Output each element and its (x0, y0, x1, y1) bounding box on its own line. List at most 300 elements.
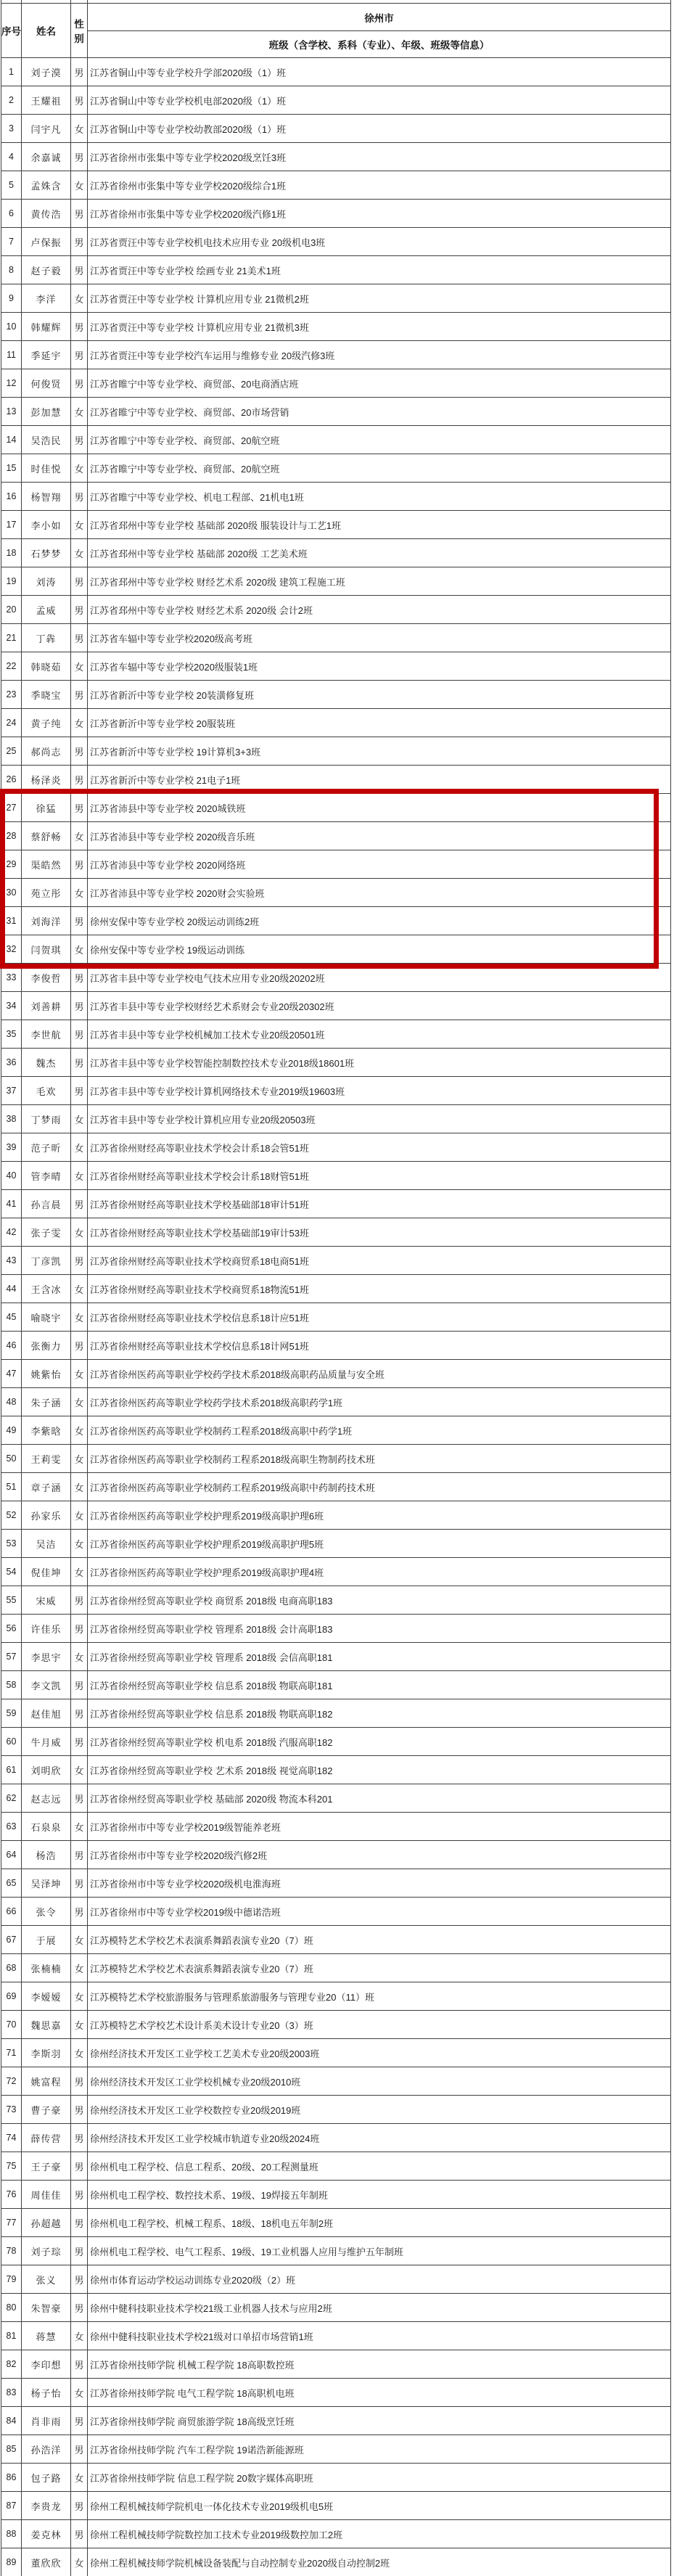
table-row (1, 2237, 671, 2265)
gender-cell: 男 (71, 1049, 88, 1077)
table-row (1, 1133, 671, 1162)
table-row (1, 1105, 671, 1133)
gender-cell: 男 (71, 2492, 88, 2520)
table-row (1, 1190, 671, 1218)
table-row (1, 1586, 671, 1615)
class-info-cell: 江苏省贾汪中等专业学校汽车运用与维修专业 20级汽修3班 (88, 341, 671, 369)
student-name-cell: 曹子豪 (22, 2096, 71, 2124)
row-number-cell: 30 (1, 879, 22, 907)
gender-cell: 男 (71, 86, 88, 115)
gender-cell: 女 (71, 879, 88, 907)
class-info-cell: 江苏省徐州财经高等职业技术学校基础部18审计51班 (88, 1190, 671, 1218)
student-name-cell: 吴洁 (22, 1530, 71, 1558)
class-info-cell: 江苏省徐州经贸高等职业学校 信息系 2018级 物联高职181 (88, 1671, 671, 1699)
class-info-cell: 江苏省丰县中等专业学校电气技术应用专业20级20202班 (88, 964, 671, 992)
gender-cell: 女 (71, 1530, 88, 1558)
student-name-cell: 刘涛 (22, 567, 71, 596)
gender-cell: 男 (71, 1615, 88, 1643)
gender-cell: 男 (71, 1190, 88, 1218)
gender-cell: 女 (71, 2322, 88, 2350)
student-name-cell: 孟姝含 (22, 171, 71, 200)
student-name-cell: 季晓宝 (22, 681, 71, 709)
row-number-cell: 89 (1, 2548, 22, 2576)
student-name-cell: 王子豪 (22, 2152, 71, 2181)
table-row (1, 2096, 671, 2124)
class-info-cell: 江苏省丰县中等专业学校财经艺术系财会专业20级20302班 (88, 992, 671, 1020)
table-row (1, 454, 671, 483)
table-row (1, 1869, 671, 1898)
row-number-cell: 64 (1, 1841, 22, 1869)
row-number-cell: 65 (1, 1869, 22, 1898)
gender-cell: 女 (71, 2011, 88, 2039)
gender-cell: 男 (71, 1671, 88, 1699)
row-number-cell: 36 (1, 1049, 22, 1077)
table-row (1, 2407, 671, 2435)
class-info-cell: 徐州安保中等专业学校 20级运动训练2班 (88, 907, 671, 935)
row-number-cell: 39 (1, 1133, 22, 1162)
class-info-cell: 江苏模特艺术学校艺术表演系舞蹈表演专业20（7）班 (88, 1926, 671, 1954)
gender-cell: 女 (71, 1445, 88, 1473)
gender-cell: 男 (71, 228, 88, 256)
gender-cell: 男 (71, 426, 88, 454)
gender-cell: 女 (71, 1218, 88, 1247)
student-name-cell: 杨智翔 (22, 483, 71, 511)
row-number-cell: 59 (1, 1699, 22, 1728)
student-name-cell: 吴浩民 (22, 426, 71, 454)
row-number-cell: 45 (1, 1303, 22, 1332)
table-row (1, 1615, 671, 1643)
row-number-cell: 8 (1, 256, 22, 284)
row-number-cell: 4 (1, 143, 22, 171)
row-number-cell: 75 (1, 2152, 22, 2181)
gender-cell: 女 (71, 398, 88, 426)
gender-cell: 女 (71, 171, 88, 200)
table-row (1, 313, 671, 341)
class-info-cell: 江苏省贾汪中等专业学校 计算机应用专业 21微机2班 (88, 284, 671, 313)
table-row (1, 2492, 671, 2520)
gender-cell: 男 (71, 964, 88, 992)
gender-cell: 女 (71, 2039, 88, 2067)
gender-cell: 男 (71, 2407, 88, 2435)
row-number-cell: 58 (1, 1671, 22, 1699)
table-row (1, 2181, 671, 2209)
student-name-cell: 石泉泉 (22, 1813, 71, 1841)
class-info-cell: 江苏省铜山中等专业学校幼教部2020级（1）班 (88, 115, 671, 143)
student-name-cell: 李洋 (22, 284, 71, 313)
gender-cell: 女 (71, 1275, 88, 1303)
gender-cell: 男 (71, 1586, 88, 1615)
gender-cell: 女 (71, 1756, 88, 1784)
student-name-cell: 杨子怡 (22, 2379, 71, 2407)
table-row (1, 2209, 671, 2237)
table-row (1, 2265, 671, 2294)
row-number-cell: 2 (1, 86, 22, 115)
table-row (1, 850, 671, 879)
student-name-cell: 倪佳坤 (22, 1558, 71, 1586)
table-row (1, 2548, 671, 2576)
class-info-cell: 江苏省新沂中等专业学校 21电子1班 (88, 766, 671, 794)
table-row (1, 879, 671, 907)
gender-cell: 男 (71, 2209, 88, 2237)
student-name-cell: 李斯羽 (22, 2039, 71, 2067)
row-number-cell: 9 (1, 284, 22, 313)
table-row (1, 2464, 671, 2492)
row-number-cell: 51 (1, 1473, 22, 1501)
student-name-cell: 朱子涵 (22, 1388, 71, 1416)
class-info-cell: 江苏省徐州经贸高等职业学校 管理系 2018级 会计高职183 (88, 1615, 671, 1643)
table-row (1, 539, 671, 567)
row-number-cell: 24 (1, 709, 22, 737)
table-row (1, 1954, 671, 1982)
table-row (1, 2067, 671, 2096)
student-name-cell: 孙家乐 (22, 1501, 71, 1530)
row-number-cell: 63 (1, 1813, 22, 1841)
row-number-cell: 37 (1, 1077, 22, 1105)
table-row (1, 2350, 671, 2379)
student-name-cell: 孙浩洋 (22, 2435, 71, 2464)
class-info-cell: 江苏省沛县中等专业学校 2020财会实验班 (88, 879, 671, 907)
gender-cell: 女 (71, 1416, 88, 1445)
table-row (1, 2294, 671, 2322)
student-name-cell: 牛月威 (22, 1728, 71, 1756)
student-name-cell: 肖非雨 (22, 2407, 71, 2435)
gender-cell: 男 (71, 341, 88, 369)
class-info-cell: 江苏省睢宁中等专业学校、商贸部、20航空班 (88, 454, 671, 483)
gender-cell: 男 (71, 596, 88, 624)
row-number-cell: 18 (1, 539, 22, 567)
student-name-cell: 包子路 (22, 2464, 71, 2492)
class-info-cell: 江苏省徐州财经高等职业技术学校商贸系18物流51班 (88, 1275, 671, 1303)
row-number-cell: 87 (1, 2492, 22, 2520)
row-number-cell: 17 (1, 511, 22, 539)
class-info-cell: 江苏省贾汪中等专业学校 计算机应用专业 21微机3班 (88, 313, 671, 341)
student-name-cell: 喻晓宇 (22, 1303, 71, 1332)
row-number-cell: 50 (1, 1445, 22, 1473)
row-number-cell: 11 (1, 341, 22, 369)
class-info-cell: 江苏省徐州经贸高等职业学校 管理系 2018级 会信高职181 (88, 1643, 671, 1671)
row-number-cell: 79 (1, 2265, 22, 2294)
student-name-cell: 姜克林 (22, 2520, 71, 2548)
row-number-cell: 84 (1, 2407, 22, 2435)
class-info-cell: 徐州安保中等专业学校 19级运动训练 (88, 935, 671, 964)
student-name-cell: 渠皓然 (22, 850, 71, 879)
row-number-cell: 71 (1, 2039, 22, 2067)
student-name-cell: 赵子毅 (22, 256, 71, 284)
class-info-cell: 江苏省新沂中等专业学校 19计算机3+3班 (88, 737, 671, 766)
table-row (1, 1247, 671, 1275)
row-number-cell: 42 (1, 1218, 22, 1247)
student-name-cell: 闫宇凡 (22, 115, 71, 143)
row-number-cell: 32 (1, 935, 22, 964)
class-info-cell: 江苏省徐州财经高等职业技术学校会计系18财管51班 (88, 1162, 671, 1190)
class-info-cell: 江苏省徐州经贸高等职业学校 艺术系 2018级 视觉高职182 (88, 1756, 671, 1784)
table-row (1, 256, 671, 284)
class-info-cell: 江苏省徐州医药高等职业学校制药工程系2019级高职中药制药技术班 (88, 1473, 671, 1501)
row-number-cell: 56 (1, 1615, 22, 1643)
table-row (1, 1530, 671, 1558)
row-number-cell: 68 (1, 1954, 22, 1982)
row-number-cell: 29 (1, 850, 22, 879)
table-row (1, 652, 671, 681)
class-info-cell: 江苏省徐州医药高等职业学校制药工程系2018级高职中药学1班 (88, 1416, 671, 1445)
gender-cell: 男 (71, 2520, 88, 2548)
class-info-cell: 江苏省徐州市中等专业学校2019级智能养老班 (88, 1813, 671, 1841)
gender-cell: 男 (71, 850, 88, 879)
gender-cell: 男 (71, 2124, 88, 2152)
student-name-cell: 季延宇 (22, 341, 71, 369)
row-number-cell: 48 (1, 1388, 22, 1416)
row-number-cell: 6 (1, 200, 22, 228)
row-number-cell: 26 (1, 766, 22, 794)
gender-cell: 男 (71, 1784, 88, 1813)
class-info-cell: 徐州经济技术开发区工业学校工艺美术专业20级2003班 (88, 2039, 671, 2067)
class-info-cell: 江苏省丰县中等专业学校机械加工技术专业20级20501班 (88, 1020, 671, 1049)
gender-cell: 男 (71, 1841, 88, 1869)
student-name-cell: 时佳悦 (22, 454, 71, 483)
gender-cell: 男 (71, 1077, 88, 1105)
student-name-cell: 孟威 (22, 596, 71, 624)
row-number-cell: 76 (1, 2181, 22, 2209)
class-info-cell: 江苏省新沂中等专业学校 20服装班 (88, 709, 671, 737)
class-info-cell: 徐州机电工程学校、电气工程系、19级、19工业机器人应用与维护五年制班 (88, 2237, 671, 2265)
student-name-cell: 李文凯 (22, 1671, 71, 1699)
row-number-cell: 19 (1, 567, 22, 596)
class-info-cell: 江苏省睢宁中等专业学校、商贸部、20市场营销 (88, 398, 671, 426)
class-info-cell: 江苏省徐州医药高等职业学校药学技术系2018级高职药品质量与安全班 (88, 1360, 671, 1388)
row-number-cell: 70 (1, 2011, 22, 2039)
row-number-cell: 23 (1, 681, 22, 709)
row-number-cell: 44 (1, 1275, 22, 1303)
gender-cell: 女 (71, 709, 88, 737)
table-row (1, 143, 671, 171)
table-row (1, 624, 671, 652)
gender-cell: 女 (71, 454, 88, 483)
table-row (1, 766, 671, 794)
table-row (1, 1473, 671, 1501)
row-number-cell: 82 (1, 2350, 22, 2379)
header-col-class: 班级（含学校、系科（专业）、年级、班级等信息） (88, 31, 671, 58)
table-row (1, 1699, 671, 1728)
table-row (1, 200, 671, 228)
class-info-cell: 江苏模特艺术学校旅游服务与管理系旅游服务与管理专业20（11）班 (88, 1982, 671, 2011)
student-name-cell: 章子涵 (22, 1473, 71, 1501)
gender-cell: 女 (71, 935, 88, 964)
table-row (1, 964, 671, 992)
class-info-cell: 江苏省徐州市张集中等专业学校2020级综合1班 (88, 171, 671, 200)
gender-cell: 男 (71, 256, 88, 284)
class-info-cell: 江苏省铜山中等专业学校机电部2020级（1）班 (88, 86, 671, 115)
row-number-cell: 3 (1, 115, 22, 143)
class-info-cell: 江苏省徐州经贸高等职业学校 商贸系 2018级 电商高职183 (88, 1586, 671, 1615)
class-info-cell: 徐州经济技术开发区工业学校城市轨道专业20级2024班 (88, 2124, 671, 2152)
table-row (1, 1077, 671, 1105)
class-info-cell: 江苏省铜山中等专业学校升学部2020级（1）班 (88, 58, 671, 86)
student-name-cell: 丁犇 (22, 624, 71, 652)
table-row (1, 426, 671, 454)
table-row (1, 1162, 671, 1190)
gender-cell: 女 (71, 1162, 88, 1190)
student-name-cell: 丁梦雨 (22, 1105, 71, 1133)
table-row (1, 115, 671, 143)
table-row (1, 992, 671, 1020)
row-number-cell: 28 (1, 822, 22, 850)
student-name-cell: 王莉雯 (22, 1445, 71, 1473)
table-row (1, 1784, 671, 1813)
class-info-cell: 江苏省车辐中等专业学校2020级服装1班 (88, 652, 671, 681)
student-name-cell: 薛传营 (22, 2124, 71, 2152)
table-row (1, 1728, 671, 1756)
gender-cell: 男 (71, 992, 88, 1020)
gender-cell: 女 (71, 1982, 88, 2011)
gender-cell: 女 (71, 2379, 88, 2407)
gender-cell: 男 (71, 681, 88, 709)
class-info-cell: 江苏省徐州技师学院 商贸旅游学院 18高级烹饪班 (88, 2407, 671, 2435)
student-name-cell: 闫贺琪 (22, 935, 71, 964)
table-row (1, 284, 671, 313)
table-row (1, 1303, 671, 1332)
gender-cell: 男 (71, 907, 88, 935)
gender-cell: 女 (71, 1473, 88, 1501)
header-col-no: 序号 (1, 4, 22, 58)
row-number-cell: 74 (1, 2124, 22, 2152)
gender-cell: 女 (71, 1303, 88, 1332)
gender-cell: 女 (71, 652, 88, 681)
row-number-cell: 40 (1, 1162, 22, 1190)
class-info-cell: 徐州市体育运动学校运动训练专业2020级（2）班 (88, 2265, 671, 2294)
student-name-cell: 于展 (22, 1926, 71, 1954)
student-name-cell: 董欣欣 (22, 2548, 71, 2576)
class-info-cell: 徐州工程机械技师学院机电一体化技术专业2019级机电5班 (88, 2492, 671, 2520)
row-number-cell: 80 (1, 2294, 22, 2322)
gender-cell: 女 (71, 115, 88, 143)
student-name-cell: 杨泽炎 (22, 766, 71, 794)
row-number-cell: 31 (1, 907, 22, 935)
student-name-cell: 许佳乐 (22, 1615, 71, 1643)
class-info-cell: 徐州机电工程学校、数控技术系、19级、19焊接五年制班 (88, 2181, 671, 2209)
row-number-cell: 53 (1, 1530, 22, 1558)
class-info-cell: 江苏省徐州技师学院 机械工程学院 18高职数控班 (88, 2350, 671, 2379)
table-row (1, 2011, 671, 2039)
class-info-cell: 江苏省徐州医药高等职业学校护理系2019级高职护理6班 (88, 1501, 671, 1530)
gender-cell: 女 (71, 1643, 88, 1671)
class-info-cell: 江苏省徐州医药高等职业学校制药工程系2018级高职生物制药技术班 (88, 1445, 671, 1473)
student-name-cell: 蒋慧 (22, 2322, 71, 2350)
gender-cell: 女 (71, 1501, 88, 1530)
gender-cell: 女 (71, 2548, 88, 2576)
table-row (1, 171, 671, 200)
row-number-cell: 62 (1, 1784, 22, 1813)
table-row (1, 794, 671, 822)
gender-cell: 女 (71, 1133, 88, 1162)
student-name-cell: 姚富程 (22, 2067, 71, 2096)
header-city: 徐州市 (88, 4, 671, 31)
row-number-cell: 7 (1, 228, 22, 256)
class-info-cell: 江苏省徐州财经高等职业技术学校信息系18计应51班 (88, 1303, 671, 1332)
table-row (1, 567, 671, 596)
class-info-cell: 江苏省邳州中等专业学校 基础部 2020级 工艺美术班 (88, 539, 671, 567)
student-name-cell: 宋威 (22, 1586, 71, 1615)
row-number-cell: 33 (1, 964, 22, 992)
row-number-cell: 27 (1, 794, 22, 822)
gender-cell: 男 (71, 143, 88, 171)
class-info-cell: 江苏省徐州市中等专业学校2020级汽修2班 (88, 1841, 671, 1869)
table-row (1, 2152, 671, 2181)
student-name-cell: 刘子漠 (22, 58, 71, 86)
gender-cell: 男 (71, 1869, 88, 1898)
table-row (1, 369, 671, 398)
gender-cell: 女 (71, 1813, 88, 1841)
student-name-cell: 吴泽坤 (22, 1869, 71, 1898)
row-number-cell: 88 (1, 2520, 22, 2548)
row-number-cell: 5 (1, 171, 22, 200)
student-name-cell: 李嫒嫒 (22, 1982, 71, 2011)
class-info-cell: 江苏省徐州经贸高等职业学校 机电系 2018级 汽服高职182 (88, 1728, 671, 1756)
class-info-cell: 江苏省邳州中等专业学校 财经艺术系 2020级 会计2班 (88, 596, 671, 624)
table-row (1, 483, 671, 511)
row-number-cell: 73 (1, 2096, 22, 2124)
table-row (1, 2435, 671, 2464)
student-name-cell: 管李晴 (22, 1162, 71, 1190)
row-number-cell: 41 (1, 1190, 22, 1218)
row-number-cell: 47 (1, 1360, 22, 1388)
student-name-cell: 姚紫怡 (22, 1360, 71, 1388)
class-info-cell: 江苏省徐州医药高等职业学校药学技术系2018级高职药学1班 (88, 1388, 671, 1416)
student-name-cell: 孙超越 (22, 2209, 71, 2237)
class-info-cell: 江苏模特艺术学校艺术表演系舞蹈表演专业20（7）班 (88, 1954, 671, 1982)
row-number-cell: 60 (1, 1728, 22, 1756)
gender-cell: 男 (71, 1728, 88, 1756)
row-number-cell: 12 (1, 369, 22, 398)
student-name-cell: 孙言晨 (22, 1190, 71, 1218)
row-number-cell: 20 (1, 596, 22, 624)
row-number-cell: 86 (1, 2464, 22, 2492)
row-number-cell: 66 (1, 1898, 22, 1926)
class-info-cell: 江苏省徐州市中等专业学校2019级中德诺浩班 (88, 1898, 671, 1926)
class-info-cell: 江苏省丰县中等专业学校智能控制数控技术专业2018级18601班 (88, 1049, 671, 1077)
header-row-city (1, 4, 671, 31)
row-number-cell: 46 (1, 1332, 22, 1360)
gender-cell: 女 (71, 1105, 88, 1133)
gender-cell: 女 (71, 2464, 88, 2492)
student-name-cell: 赵佳旭 (22, 1699, 71, 1728)
student-name-cell: 刘善耕 (22, 992, 71, 1020)
student-name-cell: 彭加慧 (22, 398, 71, 426)
class-info-cell: 江苏省邳州中等专业学校 基础部 2020级 服装设计与工艺1班 (88, 511, 671, 539)
table-row (1, 1501, 671, 1530)
table-row (1, 1813, 671, 1841)
student-name-cell: 魏杰 (22, 1049, 71, 1077)
class-info-cell: 江苏省徐州经贸高等职业学校 信息系 2018级 物联高职182 (88, 1699, 671, 1728)
row-number-cell: 83 (1, 2379, 22, 2407)
row-number-cell: 1 (1, 58, 22, 86)
class-info-cell: 江苏省贾汪中等专业学校 绘画专业 21美术1班 (88, 256, 671, 284)
class-info-cell: 江苏省徐州财经高等职业技术学校商贸系18电商51班 (88, 1247, 671, 1275)
gender-cell: 男 (71, 369, 88, 398)
row-number-cell: 43 (1, 1247, 22, 1275)
student-name-cell: 李思宇 (22, 1643, 71, 1671)
gender-cell: 男 (71, 2350, 88, 2379)
row-number-cell: 38 (1, 1105, 22, 1133)
gender-cell: 女 (71, 1388, 88, 1416)
student-name-cell: 张子雯 (22, 1218, 71, 1247)
class-info-cell: 江苏省沛县中等专业学校 2020级音乐班 (88, 822, 671, 850)
table-row (1, 398, 671, 426)
gender-cell: 男 (71, 2152, 88, 2181)
class-info-cell: 徐州经济技术开发区工业学校数控专业20级2019班 (88, 2096, 671, 2124)
row-number-cell: 81 (1, 2322, 22, 2350)
row-number-cell: 57 (1, 1643, 22, 1671)
student-name-cell: 李贵龙 (22, 2492, 71, 2520)
